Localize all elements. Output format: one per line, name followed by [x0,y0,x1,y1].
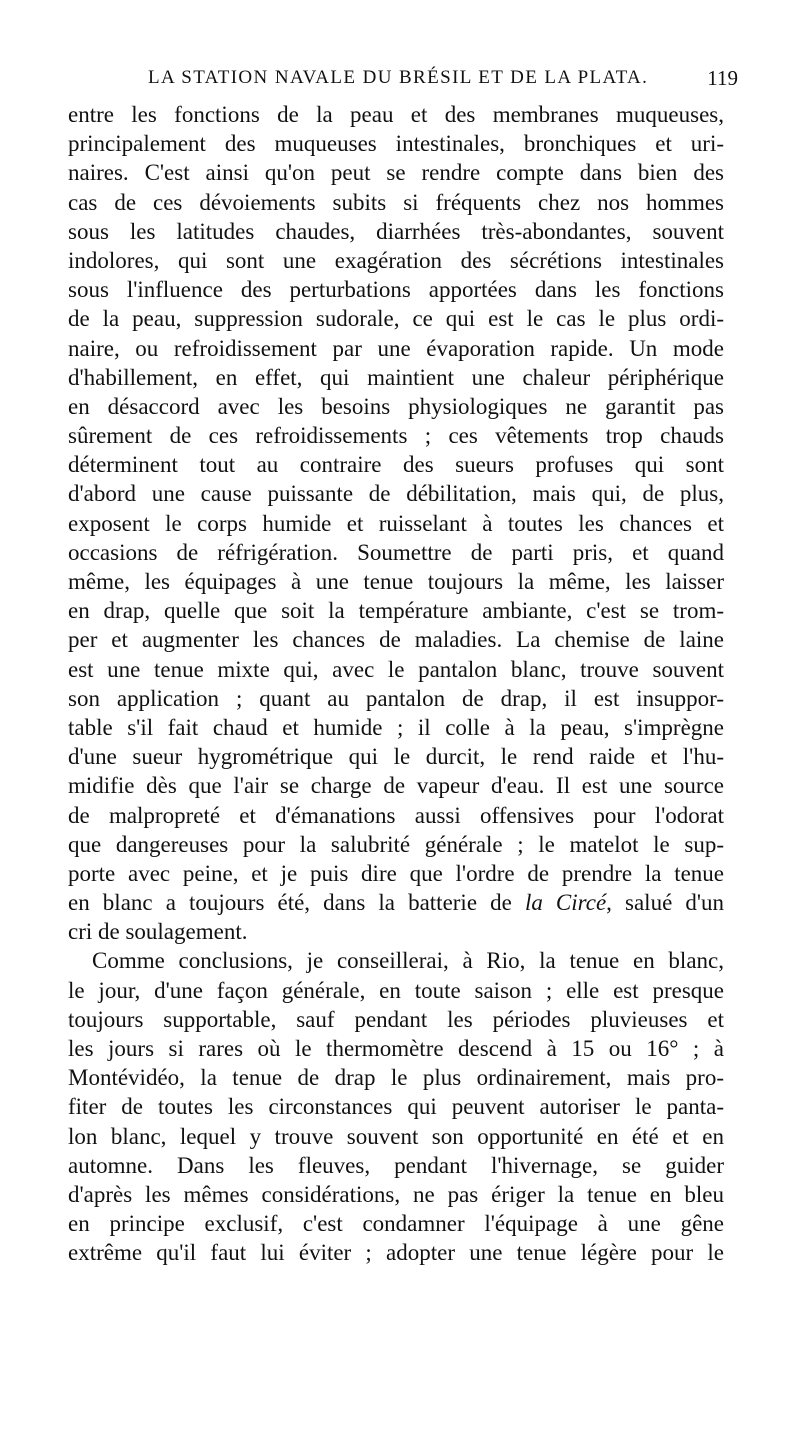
text-line: même, les équipages à une tenue toujours la même, les laisser [68,569,724,594]
text-line: en drap, quelle que soit la température ambiante, c'est se trom- [68,598,724,624]
text-line: per et augmenter les chances de maladies. La chemise de laine [68,627,724,653]
ship-name: la Circé [524,890,607,916]
text-line: midifie dès que l'air se charge de vapeur d'eau. Il est une source [68,773,724,799]
text-line: indolores, qui sont une exagération des sécrétions intestinales [68,247,724,273]
text-line: d'habillement, en effet, qui maintient une chaleur périphérique [68,364,724,390]
running-title: LA STATION NAVALE DU BRÉSIL ET DE LA PLATA. [148,67,649,88]
text-line: est une tenue mixte qui, avec le pantalon blanc, trouve souvent [68,656,724,682]
text-line: de la peau, suppression sudorale, ce qui est le cas le plus ordi- [68,306,724,332]
text-line: d'une sueur hygrométrique qui le durcit, le rend raide et l'hu- [68,744,724,770]
text-line [68,888,724,917]
text-line: Comme conclusions, je conseillerai, à Rio, la tenue en blanc, [92,948,724,974]
text-line: automne. Dans les fleuves, pendant l'hivernage, se guider [68,1152,724,1178]
text-line: cri de soulagement. [68,919,248,945]
text-line: de malpropreté et d'émanations aussi offensives pour l'odorat [68,802,724,828]
text-line: cas de ces dévoiements subits si fréquents chez nos hommes [68,189,724,215]
text-line: principalement des muqueuses intestinales, bronchiques et uri- [68,131,724,157]
text-line: déterminent tout au contraire des sueurs profuses qui sont [68,452,724,478]
text-line: Montévidéo, la tenue de drap le plus ordinairement, mais pro- [68,1065,724,1091]
text-line: table s'il fait chaud et humide ; il colle à la peau, s'imprègne [68,714,724,740]
text-line: sous les latitudes chaudes, diarrhées très-abondantes, souvent [68,218,724,244]
text-line: extrême qu'il faut lui éviter ; adopter une tenue légère pour le [68,1240,724,1266]
text-line: son application ; quant au pantalon de drap, il est insuppor- [68,685,724,711]
text-line: occasions de réfrigération. Soumettre de parti pris, et quand [68,539,724,565]
text-line: d'après les mêmes considérations, ne pas ériger la tenue en bleu [68,1181,724,1207]
text-line: sûrement de ces refroidissements ; ces vêtements trop chauds [68,423,724,449]
text-line: le jour, d'une façon générale, en toute saison ; elle est presque [68,977,724,1003]
body-text [68,100,724,1268]
text-line: sous l'influence des perturbations apportées dans les fonctions [68,277,724,303]
running-head [148,63,738,93]
text-line: exposent le corps humide et ruisselant à toutes les chances et [68,510,724,536]
text-line-start: en blanc a toujours été, dans la batterie de [68,890,512,916]
text-line: fiter de toutes les circonstances qui peuvent autoriser le panta- [68,1094,724,1120]
text-line: en principe exclusif, c'est condamner l'équipage à une gêne [68,1211,724,1237]
text-line: d'abord une cause puissante de débilitation, mais qui, de plus, [68,481,724,507]
text-line: naires. C'est ainsi qu'on peut se rendre compte dans bien des [68,160,724,186]
text-line: en désaccord avec les besoins physiologiques ne garantit pas [68,393,724,419]
text-line: naire, ou refroidissement par une évaporation rapide. Un mode [68,335,724,361]
text-line: toujours supportable, sauf pendant les périodes pluvieuses et [68,1006,724,1032]
text-line: lon blanc, lequel y trouve souvent son opportunité en été et en [68,1123,724,1149]
page-number: 119 [707,66,738,90]
text-line: que dangereuses pour la salubrité générale ; le matelot le sup- [68,831,724,857]
text-line: porte avec peine, et je puis dire que l'ordre de prendre la tenue [68,860,724,886]
text-line-end: , salué d'un [606,890,725,916]
text-line: les jours si rares où le thermomètre descend à 15 ou 16° ; à [68,1036,724,1061]
text-line: entre les fonctions de la peau et des membranes muqueuses, [68,102,724,127]
